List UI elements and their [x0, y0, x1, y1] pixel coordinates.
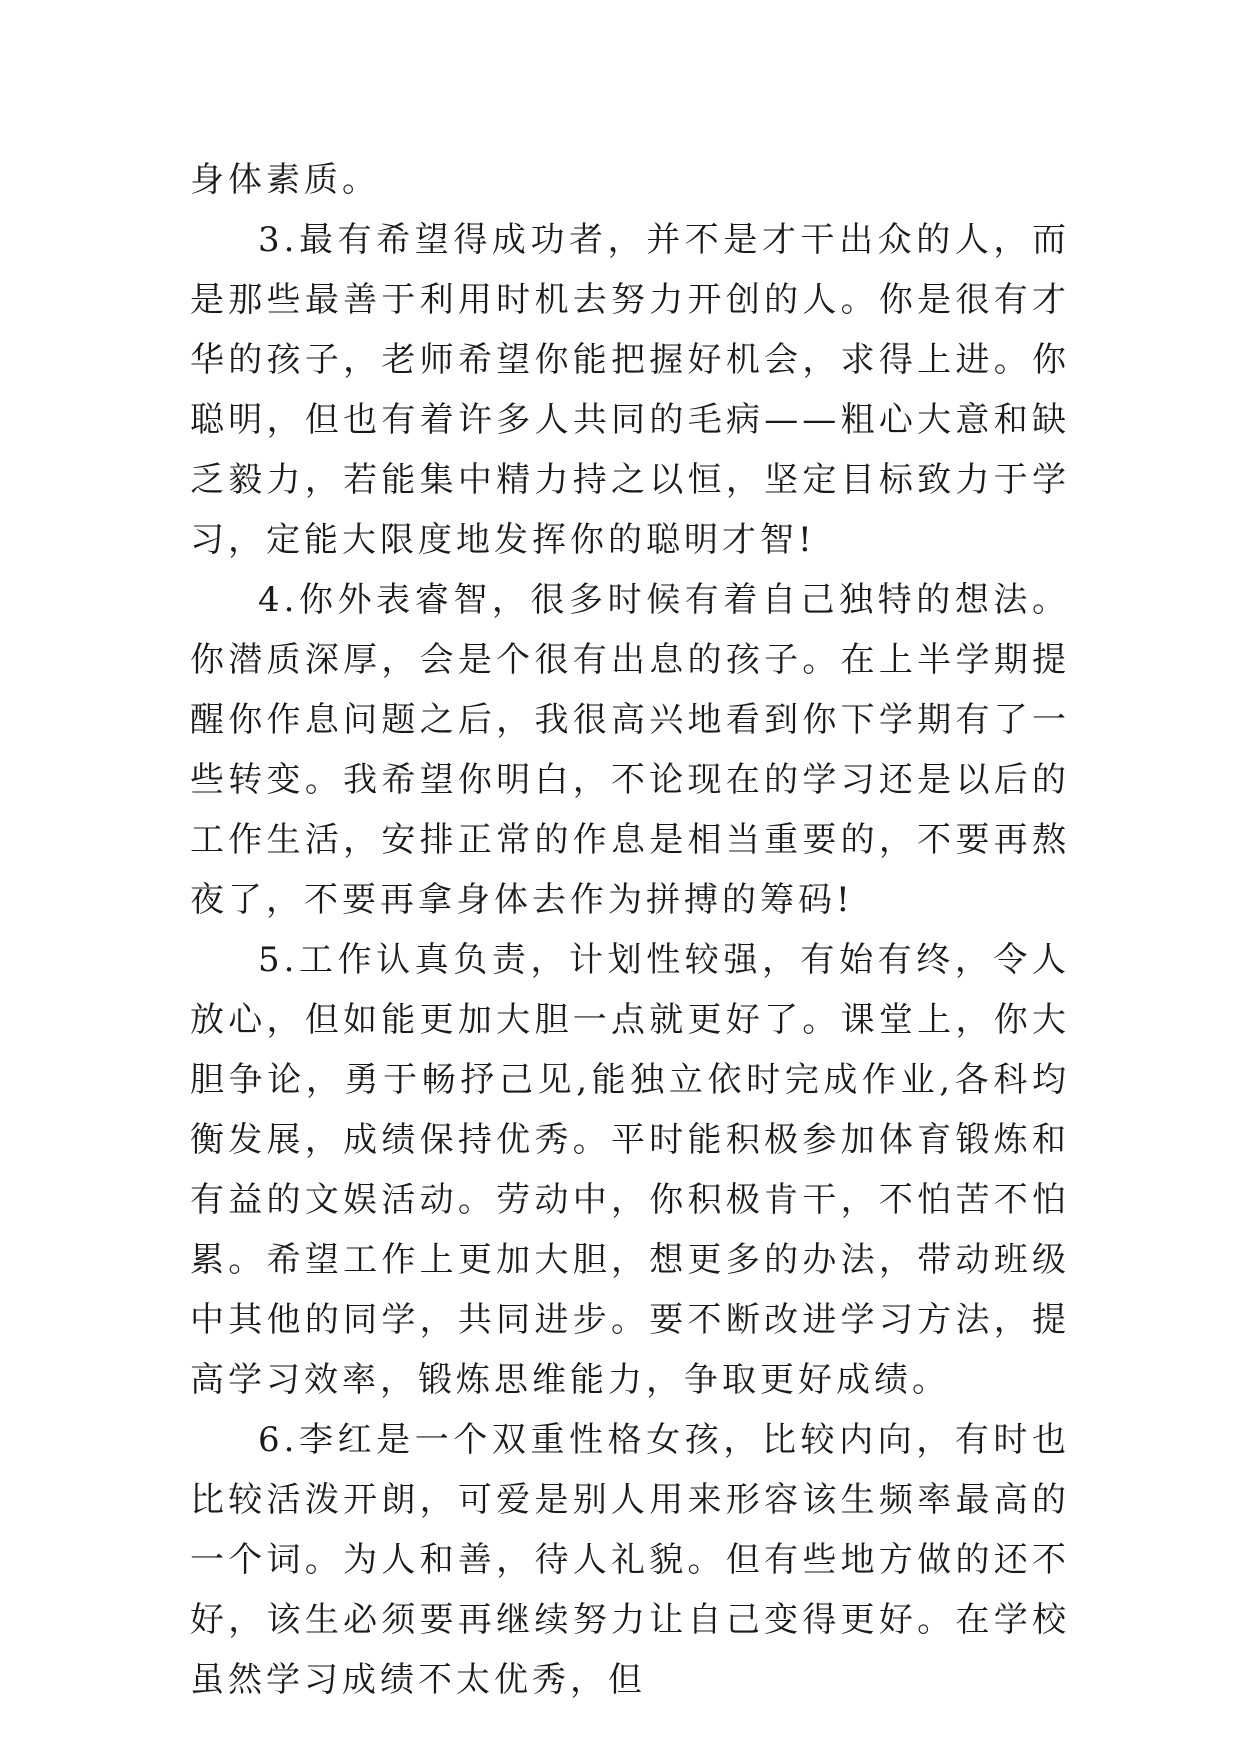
paragraph-item-5: 5.工作认真负责，计划性较强，有始有终，令人放心，但如能更加大胆一点就更好了。课堂上，你大胆争论，勇于畅抒己见,能独立依时完成作业,各科均衡发展，成绩保持优秀。平时能积极参加体育锻炼和有益的文娱活动。劳动中，你积极肯干，不怕苦不怕累。希望工作上更加大胆，想更多的办法，带动班级中其他的同学，共同进步。要不断改进学习方法，提高学习效率，锻炼思维能力，争取更好成绩。: [190, 940, 1070, 1400]
paragraph-item-6: 6.李红是一个双重性格女孩，比较内向，有时也比较活泼开朗，可爱是别人用来形容该生频率最高的一个词。为人和善，待人礼貌。但有些地方做的还不好，该生必须要再继续努力让自己变得更好。在学校虽然学习成绩不太优秀，但: [190, 1420, 1070, 1700]
paragraph-continuation: 身体素质。: [190, 160, 380, 200]
document-body: [190, 150, 1070, 1710]
paragraph-item-4: 4.你外表睿智，很多时候有着自己独特的想法。你潜质深厚，会是个很有出息的孩子。在上半学期提醒你作息问题之后，我很高兴地看到你下学期有了一些转变。我希望你明白，不论现在的学习还是以后的工作生活，安排正常的作息是相当重要的，不要再熬夜了，不要再拿身体去作为拼搏的筹码!: [190, 580, 1070, 920]
paragraph-item-3: 3.最有希望得成功者，并不是才干出众的人，而是那些最善于利用时机去努力开创的人。你是很有才华的孩子，老师希望你能把握好机会，求得上进。你聪明，但也有着许多人共同的毛病——粗心大意和缺乏毅力，若能集中精力持之以恒，坚定目标致力于学习，定能大限度地发挥你的聪明才智!: [190, 220, 1070, 560]
